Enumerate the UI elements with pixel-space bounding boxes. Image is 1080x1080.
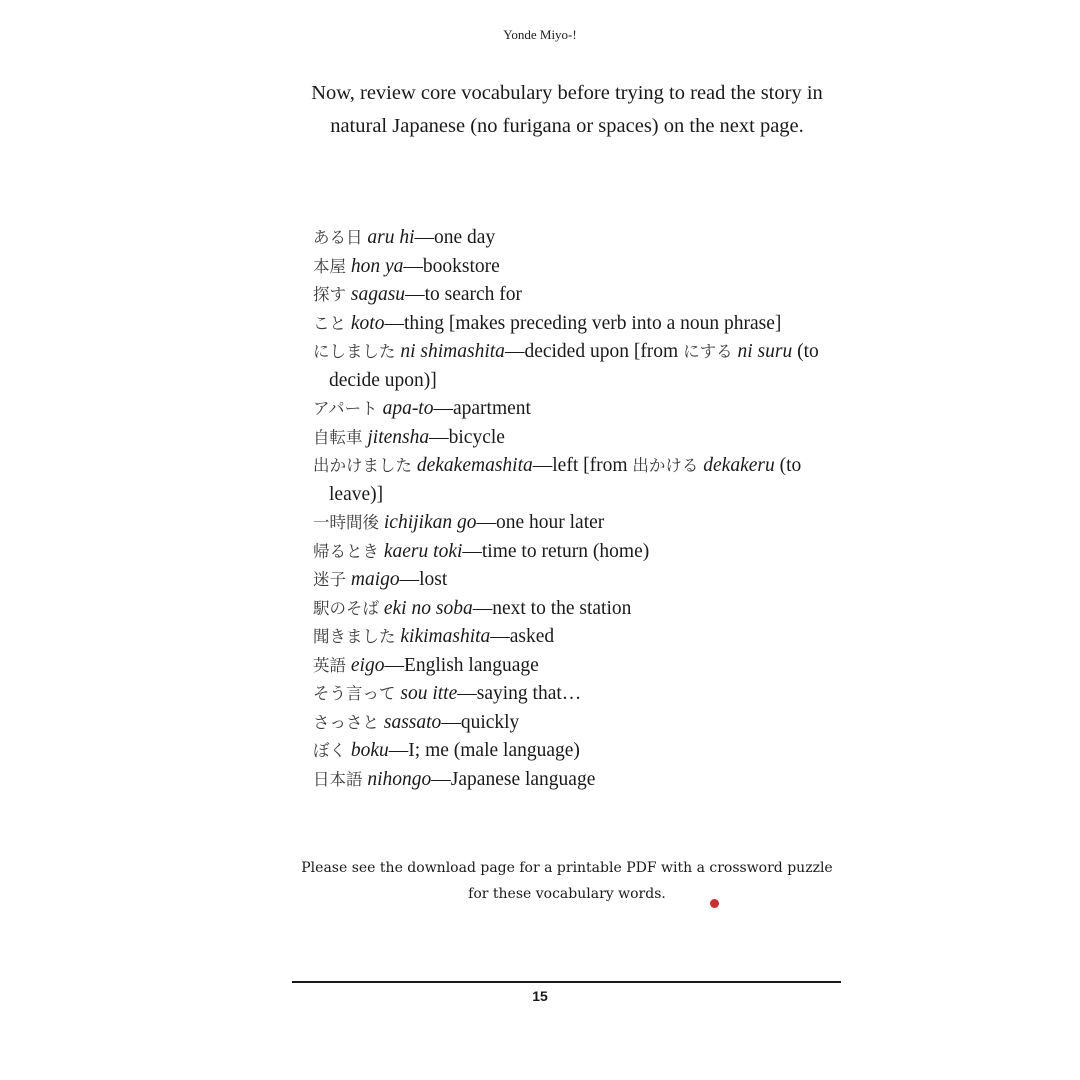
vocab-meaning: quickly (460, 711, 520, 733)
vocab-japanese: アパート (313, 399, 378, 418)
vocab-romaji: eigo (350, 654, 385, 676)
vocab-meaning: time to return (home) (481, 540, 650, 562)
vocab-japanese: 探す (313, 285, 346, 304)
vocab-entry: そう言って sou itte—saying that… (313, 683, 582, 704)
vocab-japanese: 一時間後 (313, 513, 379, 532)
vocab-japanese: そう言って (313, 684, 396, 703)
vocab-meaning: bicycle (448, 426, 505, 448)
vocab-romaji: koto (350, 312, 385, 334)
vocab-meaning: thing [makes preceding verb into a noun phrase] (403, 312, 782, 334)
vocab-romaji: jitensha (367, 426, 430, 448)
vocab-entry: 自転車 jitensha—bicycle (313, 426, 505, 448)
vocab-meaning: English language (403, 654, 539, 676)
vocab-base-form-japanese: にする (683, 342, 733, 361)
vocab-entry: 日本語 nihongo—Japanese language (313, 768, 596, 790)
vocab-entry: こと koto—thing [makes preceding verb into a noun phrase] (313, 312, 782, 334)
vocab-meaning: I; me (male language) (408, 740, 580, 761)
running-header: Yonde Miyo-! (503, 27, 577, 42)
vocab-japanese: 自転車 (313, 427, 363, 447)
vocab-romaji: maigo (350, 569, 400, 590)
vocab-meaning: one hour later (495, 512, 605, 533)
vocabulary-list (313, 224, 853, 794)
vocab-romaji: aru hi (367, 227, 415, 248)
vocab-entry: 聞きました kikimashita—asked (313, 626, 555, 647)
vocab-meaning: next to the station (492, 597, 632, 619)
vocab-entry: 駅のそば eki no soba—next to the station (313, 597, 632, 619)
vocab-base-form-romaji: dekakeru (703, 455, 775, 476)
vocab-romaji: sou itte (400, 683, 458, 704)
vocab-japanese: ぼく (313, 741, 346, 760)
vocab-entry: ある日 aru hi—one day (313, 227, 496, 248)
vocab-romaji: ni shimashita (400, 341, 505, 362)
vocab-meaning: lost (419, 569, 448, 590)
vocab-romaji: sassato (383, 711, 442, 733)
vocab-entry: さっさと sassato—quickly (313, 711, 520, 733)
vocab-romaji: kaeru toki (383, 540, 463, 562)
vocab-japanese: 帰るとき (313, 541, 379, 561)
vocab-base-form-japanese: 出かける (632, 456, 699, 475)
vocab-japanese: 聞きました (313, 627, 396, 646)
vocab-entry: ぼく boku—I; me (male language) (313, 740, 580, 761)
vocab-japanese: 出かけました (313, 456, 412, 475)
red-dot-marker (710, 899, 719, 908)
vocab-romaji: ichijikan go (383, 512, 477, 533)
vocab-romaji: kikimashita (400, 626, 491, 647)
footer-divider (292, 981, 841, 983)
vocab-japanese: にしました (313, 342, 396, 361)
vocab-romaji: eki no soba (383, 597, 473, 619)
vocab-romaji: sagasu (350, 284, 406, 305)
download-note: Please see the download page for a printable PDF with a crossword puzzle for these vocabulary words. (301, 860, 833, 902)
vocab-entry: 本屋 hon ya—bookstore (313, 255, 500, 277)
vocab-japanese: 駅のそば (313, 598, 379, 618)
vocab-entry: 迷子 maigo—lost (313, 569, 448, 590)
vocab-romaji: nihongo (367, 768, 432, 790)
vocab-entry: 帰るとき kaeru toki—time to return (home) (313, 540, 650, 562)
vocab-japanese: 英語 (313, 655, 346, 675)
vocab-entry: にしました ni shimashita—decided upon [from にする ni suru (to decide upon)] (313, 341, 819, 391)
vocab-meaning: to search for (424, 284, 523, 305)
vocab-entry: 出かけました dekakemashita—left [from 出かける dekakeru (to leave)] (313, 455, 802, 505)
vocab-japanese: さっさと (313, 712, 379, 732)
vocab-meaning: left [from (552, 455, 633, 476)
vocab-entry: 探す sagasu—to search for (313, 284, 523, 305)
vocab-japanese: こと (313, 313, 346, 333)
vocab-romaji: hon ya (350, 255, 404, 277)
vocab-meaning: saying that… (476, 683, 582, 704)
vocab-base-form-meaning: (to leave)] (329, 455, 802, 505)
vocab-meaning: one day (434, 227, 496, 248)
vocab-meaning: bookstore (422, 255, 500, 277)
vocab-entry: アパート apa-to—apartment (313, 398, 531, 419)
vocab-meaning: decided upon [from (524, 341, 684, 362)
vocab-romaji: boku (350, 740, 389, 761)
vocab-meaning: asked (509, 626, 555, 647)
vocab-japanese: 本屋 (313, 256, 346, 276)
vocab-base-form-meaning: (to decide upon)] (329, 341, 819, 391)
vocab-entry: 英語 eigo—English language (313, 654, 539, 676)
vocab-japanese: ある日 (313, 228, 363, 247)
vocab-entry: 一時間後 ichijikan go—one hour later (313, 512, 605, 533)
vocab-japanese: 迷子 (313, 570, 346, 589)
vocab-romaji: dekakemashita (416, 455, 533, 476)
vocab-japanese: 日本語 (313, 769, 363, 789)
vocab-meaning: Japanese language (450, 768, 596, 790)
vocab-romaji: apa-to (382, 398, 434, 419)
page-number: 15 (532, 988, 548, 1004)
vocab-meaning: apartment (452, 398, 531, 419)
intro-paragraph: Now, review core vocabulary before trying to read the story in natural Japanese (no furigana or spaces) on the next page. (311, 82, 823, 137)
vocab-base-form-romaji: ni suru (737, 341, 793, 362)
